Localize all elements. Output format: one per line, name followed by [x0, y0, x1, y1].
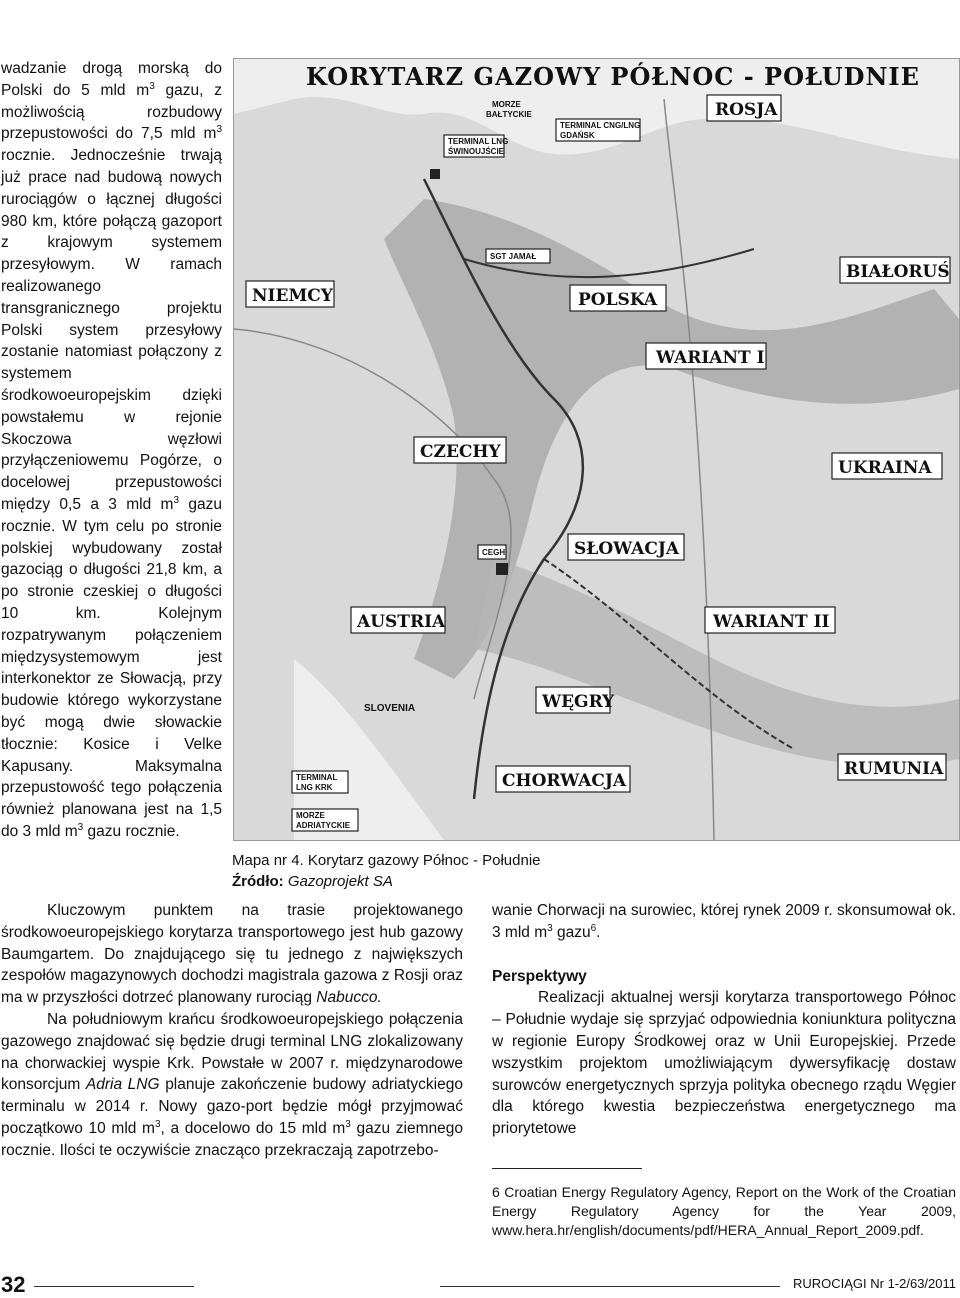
- section-heading-perspektywy: Perspektywy: [492, 967, 587, 985]
- label-niemcy: NIEMCY: [252, 286, 333, 306]
- map-svg: [234, 59, 959, 840]
- footer-rule-left: [34, 1286, 194, 1287]
- page-number: 32: [1, 1272, 26, 1297]
- label-terminal-swinoujscie-2: ŚWINOUJŚCIE: [448, 147, 505, 156]
- label-sgt-jamal: SGT JAMAŁ: [490, 252, 537, 261]
- gas-corridor-map: [233, 58, 960, 841]
- label-cegh: CEGH: [482, 548, 506, 557]
- label-rosja: ROSJA: [715, 100, 778, 120]
- label-terminal-krk: TERMINAL: [296, 773, 338, 782]
- label-terminal-gdansk: TERMINAL CNG/LNG: [560, 121, 641, 130]
- label-morze-baltyckie-2: BAŁTYCKIE: [486, 110, 532, 119]
- label-wariant-2: WARIANT II: [713, 612, 830, 632]
- label-slowacja: SŁOWACJA: [574, 539, 680, 559]
- footer-rule-right: [440, 1286, 780, 1287]
- label-polska: POLSKA: [578, 290, 658, 310]
- label-czechy: CZECHY: [420, 442, 501, 462]
- paragraph-krk-terminal: Na południowym krańcu środkowoeuropejskiego połączenia gazowego znajdować się będzie drugi terminal LNG zlokalizowany na chorwackiej wyspie Krk. Powstałe w 2007 r. międzynarodowe konsorcjum Adria LNG planuje zakończenie budowy adriatyckiego terminalu w 2014 r. Nowy gazo-port będzie mógł przyjmować początkowo 10 mld $m^3$, a docelowo do 15 mld $m^3$ gazu ziemnego rocznie. Ilości te oczywiście znacząco przekraczają zapotrzebo-: [1, 1010, 464, 1159]
- label-bialorus: BIAŁORUŚ: [846, 262, 950, 282]
- cegh-hub-marker: [496, 563, 508, 575]
- label-ukraina: UKRAINA: [838, 458, 932, 478]
- journal-name: RUROCIĄGI Nr 1-2/63/2011: [792, 1276, 956, 1291]
- label-rumunia: RUMUNIA: [844, 759, 944, 779]
- paragraph-croatia-demand: wanie Chorwacji na surowiec, której rynek 2009 r. skonsumował ok. 3 mld $m^3$ gazu$^6$.: [492, 902, 956, 941]
- paragraph-baumgarten: Kluczowym punktem na trasie projektowanego środkowoeuropejskiego korytarza transportowego jest hub gazowy Baumgartem. Do znajdującego się tu jednego z największych zespołów magazynowych dochodzi magistrala gazowa z Rosji oraz ma w przyszłości dotrzeć planowany rurociąg Nabucco.: [1, 902, 463, 1007]
- caption-source: Źródło: Gazoprojekt SA: [232, 873, 393, 890]
- label-wariant-1: WARIANT I: [656, 348, 765, 368]
- label-terminal-swinoujscie: TERMINAL LNG: [448, 137, 509, 146]
- footnote-divider: [492, 1168, 642, 1169]
- map-title: KORYTARZ GAZOWY PÓŁNOC - POŁUDNIE: [306, 62, 920, 91]
- label-austria: AUSTRIA: [357, 612, 446, 632]
- label-morze-adriatyckie-2: ADRIATYCKIE: [296, 821, 351, 830]
- label-wegry: WĘGRY: [542, 692, 615, 712]
- left-wide-column: [1, 900, 463, 1162]
- label-slovenia: SLOVENIA: [364, 703, 416, 714]
- paragraph-perspektywy: Realizacji aktualnej wersji korytarza transportowego Północ – Południe wydaje się sprzyjać odpowiednia koniunktura polityczna w regionie Europy Środkowej oraz w Unii Europejskiej. Przede wszystkim projektom umożliwiającym dywersyfikację dostaw surowców energetycznych sprzyja polityka obecnego rządu Węgier dla którego kwestia bezpieczeństwa energetycznego ma priorytetowe: [492, 989, 956, 1138]
- right-column: [492, 900, 956, 1140]
- label-morze-baltyckie: MORZE: [492, 100, 521, 109]
- label-morze-adriatyckie: MORZE: [296, 811, 325, 820]
- map-caption: [232, 850, 541, 892]
- left-narrow-column: [1, 58, 222, 843]
- paragraph-lng-capacity: wadzanie drogą morską do Polski do 5 mld $m^3$ gazu, z możliwością rozbudowy przepustowości do 7,5 mld $m^3$ rocznie. Jednocześnie trwają już prace nad budową nowych rurociągów o łącznej długości 980 km, które połączą gazoport z krajowym systemem przesyłowym. W ramach realizowanego transgranicznego projektu Polski system przesyłowy zostanie natomiast połączony z systemem środkowoeuropejskim dzięki powstałemu w rejonie Skoczowa węzłowi przyłączeniowemu Pogórze, o docelowej przepustowości między 0,5 a 3 mld $m^3$ gazu rocznie. W tym celu po stronie polskiej wybudowany został gazociąg o długości 21,8 km, a po stronie czeskiej o długości 10 km. Kolejnym rozpatrywanym połączeniem międzysystemowym jest interkonektor ze Słowacją, przy budowie którego wykorzystane być mogą dwie słowackie tłocznie: Kosice i Velke Kapusany. Maksymalna przepustowość tego połączenia również planowana jest na 1,5 do 3 mld $m^3$ gazu rocznie.: [1, 60, 223, 840]
- label-terminal-gdansk-2: GDAŃSK: [560, 131, 595, 140]
- caption-title: Mapa nr 4. Korytarz gazowy Północ - Południe: [232, 852, 541, 869]
- label-chorwacja: CHORWACJA: [502, 771, 627, 791]
- footnote-6: 6 Croatian Energy Regulatory Agency, Report on the Work of the Croatian Energy Regulatory Agency for the Year 2009, www.hera.hr/english/documents/pdf/HERA_Annual_Report_2009.pdf.: [492, 1184, 956, 1238]
- label-terminal-krk-2: LNG KRK: [296, 783, 333, 792]
- swinoujscie-marker: [430, 169, 440, 179]
